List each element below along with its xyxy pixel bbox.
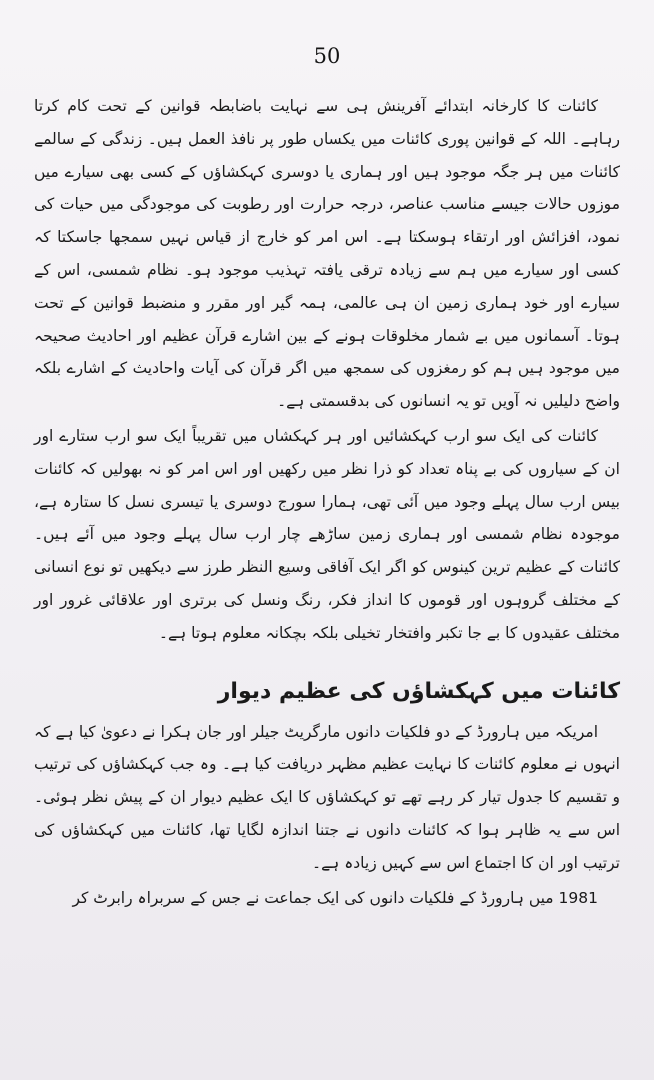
paragraph: کائنات کا کارخانہ ابتدائے آفرینش ہی سے نہایت باضابطہ قوانین کے تحت کام کرتا رہاہے۔ اللہ کے قوانین پوری کائنات میں یکساں طور پر نافذ العمل ہیں۔ زندگی کے سالمے کائنات میں ہر جگہ موجود ہیں اور ہماری یا دوسری کہکشاؤں کے کسی بھی سیارے میں موزوں حالات جیسے مناسب عناصر، درجہ حرارت اور رطوبت کی موجودگی میں حیات کی نمود، افزائش اور ارتقاء ہوسکتا ہے۔ اس امر کو خارج از قیاس نہیں سمجھا جاسکتا کہ کسی اور سیارے میں ہم سے زیادہ ترقی یافتہ تہذیب موجود ہو۔ نظام شمسی، اس کے سیارے اور خود ہماری زمین ان ہی عالمی، ہمہ گیر اور مقرر و منضبط قوانین کے تحت ہوتا۔ آسمانوں میں بے شمار مخلوقات ہونے کے بین اشارے قرآن عظیم اور احادیث صحیحہ میں موجود ہیں ہم کو رمغزوں کی سمجھ میں اگر قرآن کی آیات واحادیث کے اشارے بلکہ واضح دلیلیں نہ آویں تو یہ انسانوں کی بدقسمتی ہے۔ — [34, 97, 620, 411]
page-number: 50 — [313, 44, 341, 68]
paragraph: کائنات کی ایک سو ارب کہکشائیں اور ہر کہکشاں میں تقریباً ایک سو ارب ستارے اور ان کے سیاروں کی بے پناہ تعداد کو ذرا نظر میں رکھیں اور اس امر کو نہ بھولیں کہ کائنات بیس ارب سال پہلے وجود میں آئی تھی، ہمارا سورج دوسری یا تیسری نسل کا ستارہ ہے، موجودہ نظام شمسی اور ہماری زمین ساڑھے چار ارب سال پہلے وجود میں آئے ہیں۔ کائنات کے عظیم ترین کینوس کو اگر ایک آفاقی وسیع النظر طرز سے دیکھیں تو نوع انسانی کے مختلف گروہوں اور قوموں کا انداز فکر، رنگ ونسل کی برتری اور علاقائی غرور اور مختلف عقیدوں کا بے جا تکبر وافتخار تخیلی بلکہ بچکانہ معلوم ہوتا ہے۔ — [34, 426, 620, 642]
paragraph: 1981 میں ہارورڈ کے فلکیات دانوں کی ایک جماعت نے جس کے سربراہ رابرٹ کر — [72, 888, 598, 907]
section-heading: کائنات میں کہکشاؤں کی عظیم دیوار — [217, 678, 620, 704]
paragraph: امریکہ میں ہارورڈ کے دو فلکیات دانوں مارگریٹ جیلر اور جان ہکرا نے دعویٰ کیا ہے کہ انہوں نے معلوم کائنات کا نہایت عظیم مظہر دریافت کیا ہے۔ وہ جب کہکشاؤں کی ترتیب و تقسیم کا جدول تیار کر رہے تھے تو کہکشاؤں کا ایک عظیم دیوار ان کے پیش نظر ہوئی۔ اس سے یہ ظاہر ہوا کہ کائنات دانوں نے جتنا اندازہ لگایا تھا، کائنات میں کہکشاؤں کی ترتیب اور ان کا اجتماع اس سے کہیں زیادہ ہے۔ — [34, 722, 620, 872]
page-body — [34, 90, 620, 914]
